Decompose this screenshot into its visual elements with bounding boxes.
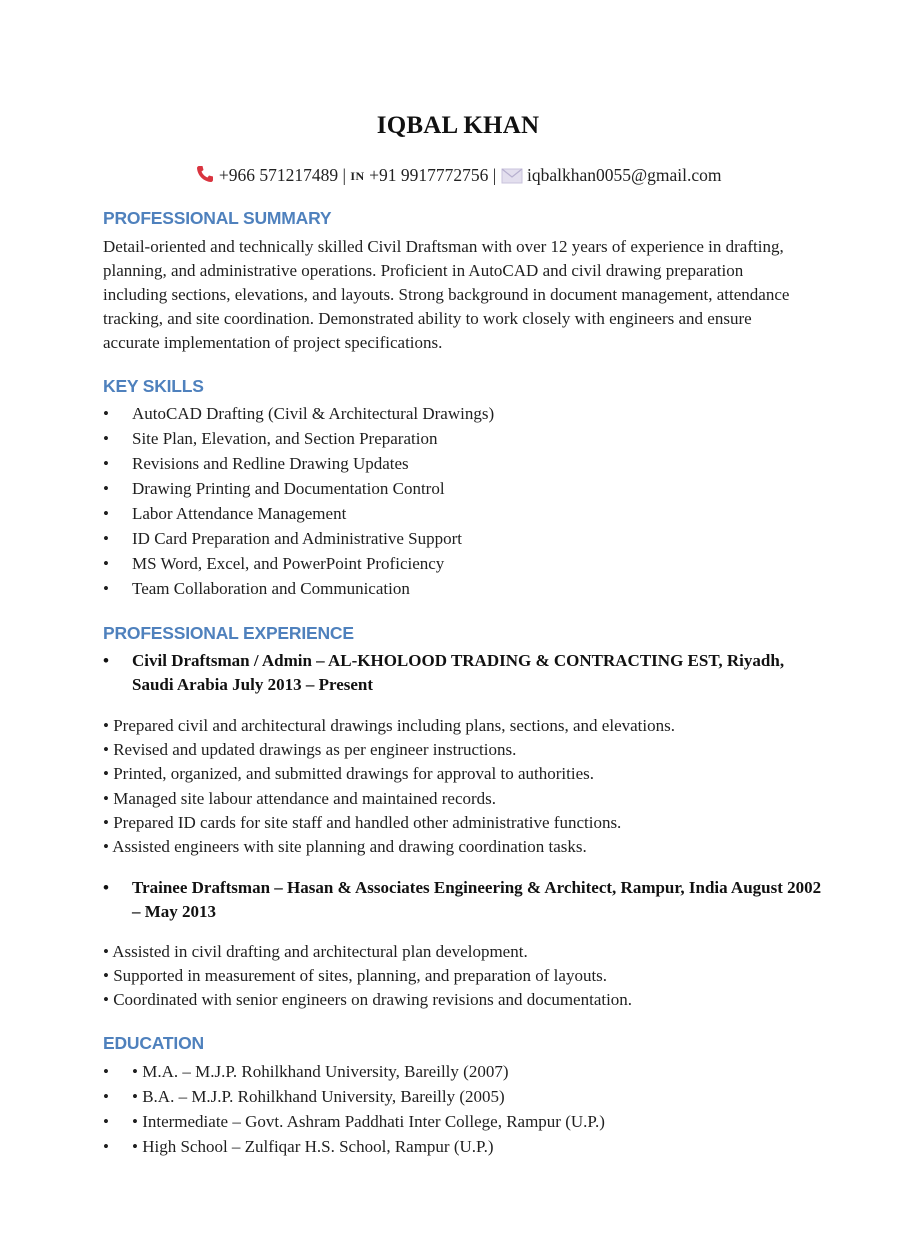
skills-list: [103, 401, 494, 601]
bullet-icon: •: [103, 479, 109, 498]
phone-secondary: +91 9917772756: [369, 165, 489, 185]
country-code-label: IN: [350, 169, 365, 183]
bullet-icon: •: [103, 504, 109, 523]
section-title-skills: KEY SKILLS: [103, 376, 204, 396]
job-duty: • Coordinated with senior engineers on drawing revisions and documentation.: [103, 990, 633, 1010]
education-list: [103, 1059, 605, 1159]
job-duty: • Revised and updated drawings as per engineer instructions.: [103, 740, 517, 760]
skill-item: • Revisions and Redline Drawing Updates: [103, 451, 494, 476]
skill-item: • Site Plan, Elevation, and Section Preparation: [103, 426, 494, 451]
job-duties-list: [103, 714, 675, 859]
contact-line: [0, 164, 916, 189]
bullet-icon: •: [103, 429, 109, 448]
job-duty: • Assisted in civil drafting and architectural plan development.: [103, 942, 528, 961]
section-title-experience: PROFESSIONAL EXPERIENCE: [103, 623, 354, 643]
bullet-icon: •: [103, 651, 109, 670]
separator: |: [492, 165, 497, 185]
skill-item: • ID Card Preparation and Administrative Support: [103, 526, 494, 551]
bullet-icon: •: [103, 1112, 109, 1131]
skill-item: • Team Collaboration and Communication: [103, 576, 494, 601]
envelope-icon: [501, 168, 523, 189]
job-duty: • Printed, organized, and submitted drawings for approval to authorities.: [103, 764, 594, 784]
bullet-icon: •: [103, 554, 109, 573]
bullet-icon: •: [103, 529, 109, 548]
section-title-summary: PROFESSIONAL SUMMARY: [103, 208, 332, 228]
summary-text: Detail-oriented and technically skilled Civil Draftsman with over 12 years of experience in drafting, planning, and administrative operations. Proficient in AutoCAD and civil drawing preparation including sections, elevations, and layouts. Strong background in document management, attendance tracking, and site coordination. Demonstrated ability to work closely with engineers and ensure accurate implementation of project specifications.: [103, 237, 790, 352]
education-item: • • High School – Zulfiqar H.S. School, Rampur (U.P.): [103, 1134, 605, 1159]
job-duty: • Supported in measurement of sites, planning, and preparation of layouts.: [103, 966, 608, 986]
bullet-icon: •: [103, 579, 109, 598]
bullet-icon: •: [103, 1137, 109, 1156]
phone-icon: [195, 164, 215, 189]
email-address[interactable]: iqbalkhan0055@gmail.com: [527, 165, 722, 185]
job-duty: • Managed site labour attendance and maintained records.: [103, 788, 497, 808]
skill-item: • MS Word, Excel, and PowerPoint Proficiency: [103, 551, 494, 576]
job-duties-list: [103, 940, 632, 1013]
job-heading: • Civil Draftsman / Admin – AL-KHOLOOD TRADING & CONTRACTING EST, Riyadh, Saudi Arabia July 2013 – Present: [103, 651, 785, 694]
skill-item: • AutoCAD Drafting (Civil & Architectural Drawings): [103, 401, 494, 426]
section-title-education: EDUCATION: [103, 1033, 204, 1053]
education-item: • • M.A. – M.J.P. Rohilkhand University, Bareilly (2007): [103, 1059, 605, 1084]
bullet-icon: •: [103, 404, 109, 423]
candidate-name: IQBAL KHAN: [376, 112, 540, 139]
bullet-icon: •: [103, 1062, 109, 1081]
bullet-icon: •: [103, 1087, 109, 1106]
education-item: • • B.A. – M.J.P. Rohilkhand University, Bareilly (2005): [103, 1084, 605, 1109]
bullet-icon: •: [103, 454, 109, 473]
job-heading: • Trainee Draftsman – Hasan & Associates Engineering & Architect, Rampur, India August 2002 – May 2013: [103, 878, 822, 921]
phone-primary: +966 571217489: [218, 165, 339, 185]
education-item: • • Intermediate – Govt. Ashram Paddhati Inter College, Rampur (U.P.): [103, 1109, 605, 1134]
job-duty: • Prepared ID cards for site staff and handled other administrative functions.: [103, 812, 622, 832]
job-duty: • Prepared civil and architectural drawings including plans, sections, and elevations.: [103, 716, 675, 735]
skill-item: • Drawing Printing and Documentation Control: [103, 476, 494, 501]
separator: |: [342, 165, 347, 185]
job-duty: • Assisted engineers with site planning and drawing coordination tasks.: [103, 836, 587, 856]
bullet-icon: •: [103, 878, 109, 897]
skill-item: • Labor Attendance Management: [103, 501, 494, 526]
